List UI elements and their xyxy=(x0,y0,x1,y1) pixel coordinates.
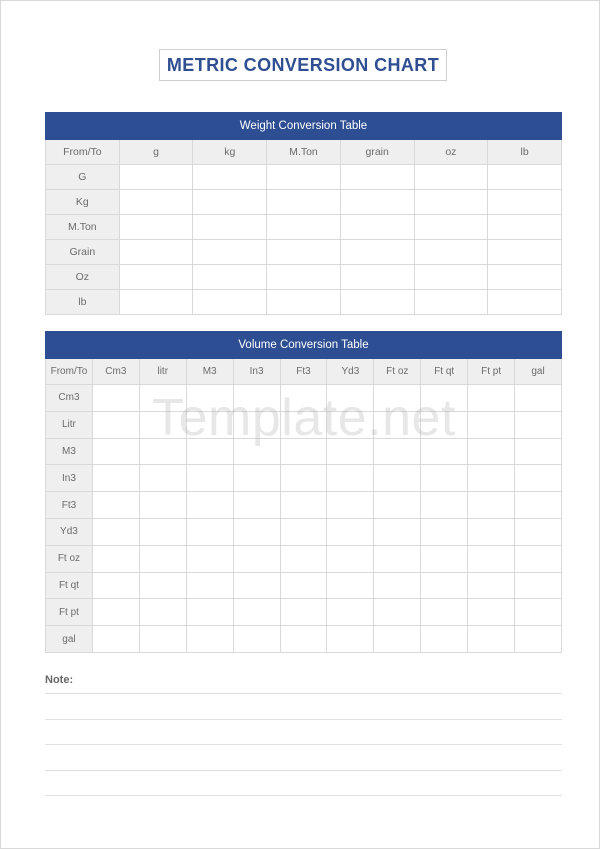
volume-table-row xyxy=(46,545,562,572)
weight-value-cell[interactable] xyxy=(119,290,193,315)
weight-table-row xyxy=(46,190,562,215)
volume-value-cell[interactable] xyxy=(515,411,562,438)
weight-corner-header: From/To xyxy=(46,140,120,165)
weight-value-cell[interactable] xyxy=(414,265,488,290)
volume-value-cell[interactable] xyxy=(186,545,233,572)
volume-column-header: Yd3 xyxy=(327,359,374,385)
volume-value-cell[interactable] xyxy=(327,572,374,599)
weight-value-cell[interactable] xyxy=(193,215,267,240)
volume-value-cell[interactable] xyxy=(186,385,233,412)
volume-table-row xyxy=(46,572,562,599)
volume-value-cell[interactable] xyxy=(92,599,139,626)
volume-value-cell[interactable] xyxy=(92,572,139,599)
volume-column-header: Ft oz xyxy=(374,359,421,385)
volume-value-cell[interactable] xyxy=(233,518,280,545)
volume-value-cell[interactable] xyxy=(468,626,515,653)
volume-value-cell[interactable] xyxy=(421,438,468,465)
weight-table-title: Weight Conversion Table xyxy=(46,113,562,140)
volume-column-header: In3 xyxy=(233,359,280,385)
volume-value-cell[interactable] xyxy=(186,411,233,438)
volume-value-cell[interactable] xyxy=(92,465,139,492)
volume-value-cell[interactable] xyxy=(186,572,233,599)
volume-column-header: Ft qt xyxy=(421,359,468,385)
weight-value-cell[interactable] xyxy=(119,215,193,240)
volume-value-cell[interactable] xyxy=(139,545,186,572)
volume-table-row xyxy=(46,626,562,653)
volume-corner-header: From/To xyxy=(46,359,93,385)
volume-value-cell[interactable] xyxy=(280,545,327,572)
volume-value-cell[interactable] xyxy=(92,545,139,572)
volume-value-cell[interactable] xyxy=(280,492,327,519)
volume-value-cell[interactable] xyxy=(468,385,515,412)
weight-row-header: G xyxy=(46,165,120,190)
volume-value-cell[interactable] xyxy=(327,518,374,545)
volume-value-cell[interactable] xyxy=(515,385,562,412)
weight-table-row xyxy=(46,265,562,290)
weight-column-header-row xyxy=(46,140,562,165)
volume-value-cell[interactable] xyxy=(92,626,139,653)
weight-value-cell[interactable] xyxy=(267,215,341,240)
weight-column-header: oz xyxy=(414,140,488,165)
weight-table-row xyxy=(46,290,562,315)
volume-value-cell[interactable] xyxy=(468,599,515,626)
volume-value-cell[interactable] xyxy=(515,518,562,545)
volume-table-row xyxy=(46,492,562,519)
volume-value-cell[interactable] xyxy=(327,438,374,465)
volume-value-cell[interactable] xyxy=(421,572,468,599)
volume-value-cell[interactable] xyxy=(515,438,562,465)
volume-value-cell[interactable] xyxy=(515,492,562,519)
volume-value-cell[interactable] xyxy=(92,411,139,438)
volume-value-cell[interactable] xyxy=(468,411,515,438)
volume-value-cell[interactable] xyxy=(421,492,468,519)
weight-value-cell[interactable] xyxy=(488,240,562,265)
volume-value-cell[interactable] xyxy=(421,411,468,438)
weight-column-header: lb xyxy=(488,140,562,165)
volume-row-header: Litr xyxy=(46,411,93,438)
weight-value-cell[interactable] xyxy=(267,290,341,315)
weight-value-cell[interactable] xyxy=(267,265,341,290)
volume-value-cell[interactable] xyxy=(327,626,374,653)
weight-table-row xyxy=(46,240,562,265)
volume-value-cell[interactable] xyxy=(327,599,374,626)
volume-value-cell[interactable] xyxy=(233,411,280,438)
volume-row-header: Ft oz xyxy=(46,545,93,572)
volume-value-cell[interactable] xyxy=(421,626,468,653)
weight-row-header: lb xyxy=(46,290,120,315)
volume-row-header: Ft3 xyxy=(46,492,93,519)
volume-value-cell[interactable] xyxy=(374,438,421,465)
volume-value-cell[interactable] xyxy=(139,465,186,492)
volume-value-cell[interactable] xyxy=(139,518,186,545)
volume-table-body xyxy=(46,385,562,653)
volume-value-cell[interactable] xyxy=(374,411,421,438)
volume-value-cell[interactable] xyxy=(421,385,468,412)
volume-value-cell[interactable] xyxy=(468,518,515,545)
volume-table-row xyxy=(46,465,562,492)
volume-value-cell[interactable] xyxy=(92,438,139,465)
weight-value-cell[interactable] xyxy=(340,265,414,290)
weight-value-cell[interactable] xyxy=(340,215,414,240)
note-line[interactable] xyxy=(45,795,562,796)
volume-row-header: M3 xyxy=(46,438,93,465)
weight-conversion-table xyxy=(45,112,562,315)
volume-value-cell[interactable] xyxy=(92,385,139,412)
weight-column-header: M.Ton xyxy=(267,140,341,165)
weight-value-cell[interactable] xyxy=(119,240,193,265)
weight-value-cell[interactable] xyxy=(193,240,267,265)
volume-value-cell[interactable] xyxy=(421,465,468,492)
note-label: Note: xyxy=(45,674,74,686)
volume-value-cell[interactable] xyxy=(92,518,139,545)
volume-value-cell[interactable] xyxy=(186,438,233,465)
volume-value-cell[interactable] xyxy=(327,385,374,412)
weight-value-cell[interactable] xyxy=(119,190,193,215)
volume-value-cell[interactable] xyxy=(280,411,327,438)
volume-value-cell[interactable] xyxy=(515,626,562,653)
volume-column-header: Ft3 xyxy=(280,359,327,385)
volume-value-cell[interactable] xyxy=(374,385,421,412)
weight-value-cell[interactable] xyxy=(193,290,267,315)
volume-value-cell[interactable] xyxy=(186,518,233,545)
weight-value-cell[interactable] xyxy=(119,265,193,290)
volume-value-cell[interactable] xyxy=(280,385,327,412)
volume-value-cell[interactable] xyxy=(421,545,468,572)
volume-value-cell[interactable] xyxy=(139,411,186,438)
volume-value-cell[interactable] xyxy=(139,492,186,519)
volume-value-cell[interactable] xyxy=(139,599,186,626)
volume-value-cell[interactable] xyxy=(327,492,374,519)
volume-value-cell[interactable] xyxy=(186,492,233,519)
weight-column-header: kg xyxy=(193,140,267,165)
volume-value-cell[interactable] xyxy=(280,438,327,465)
volume-value-cell[interactable] xyxy=(327,465,374,492)
weight-value-cell[interactable] xyxy=(488,290,562,315)
volume-row-header: Cm3 xyxy=(46,385,93,412)
weight-value-cell[interactable] xyxy=(340,290,414,315)
volume-value-cell[interactable] xyxy=(280,626,327,653)
weight-table-row xyxy=(46,165,562,190)
weight-row-header: Grain xyxy=(46,240,120,265)
volume-row-header: In3 xyxy=(46,465,93,492)
volume-row-header: Ft pt xyxy=(46,599,93,626)
weight-value-cell[interactable] xyxy=(414,290,488,315)
volume-value-cell[interactable] xyxy=(280,518,327,545)
weight-value-cell[interactable] xyxy=(488,165,562,190)
volume-value-cell[interactable] xyxy=(233,626,280,653)
volume-value-cell[interactable] xyxy=(280,465,327,492)
weight-value-cell[interactable] xyxy=(488,265,562,290)
weight-table-row xyxy=(46,215,562,240)
volume-column-header: Ft pt xyxy=(468,359,515,385)
volume-row-header: gal xyxy=(46,626,93,653)
volume-column-header: litr xyxy=(139,359,186,385)
volume-column-header: M3 xyxy=(186,359,233,385)
volume-value-cell[interactable] xyxy=(374,545,421,572)
note-line[interactable] xyxy=(45,693,562,694)
volume-value-cell[interactable] xyxy=(139,626,186,653)
volume-value-cell[interactable] xyxy=(233,438,280,465)
volume-value-cell[interactable] xyxy=(186,626,233,653)
volume-table-row xyxy=(46,599,562,626)
weight-value-cell[interactable] xyxy=(414,165,488,190)
volume-value-cell[interactable] xyxy=(327,545,374,572)
weight-value-cell[interactable] xyxy=(414,240,488,265)
volume-conversion-table xyxy=(45,331,562,653)
weight-value-cell[interactable] xyxy=(193,190,267,215)
weight-value-cell[interactable] xyxy=(267,190,341,215)
volume-value-cell[interactable] xyxy=(468,438,515,465)
volume-column-header: Cm3 xyxy=(92,359,139,385)
volume-value-cell[interactable] xyxy=(233,599,280,626)
weight-column-header: g xyxy=(119,140,193,165)
watermark: Template.net xyxy=(152,389,456,447)
volume-value-cell[interactable] xyxy=(421,599,468,626)
volume-value-cell[interactable] xyxy=(233,465,280,492)
volume-value-cell[interactable] xyxy=(374,626,421,653)
weight-value-cell[interactable] xyxy=(340,190,414,215)
volume-value-cell[interactable] xyxy=(233,385,280,412)
weight-value-cell[interactable] xyxy=(414,215,488,240)
volume-value-cell[interactable] xyxy=(233,545,280,572)
volume-value-cell[interactable] xyxy=(374,465,421,492)
weight-value-cell[interactable] xyxy=(340,240,414,265)
weight-row-header: Oz xyxy=(46,265,120,290)
volume-table-title: Volume Conversion Table xyxy=(46,332,562,359)
volume-value-cell[interactable] xyxy=(421,518,468,545)
volume-value-cell[interactable] xyxy=(186,599,233,626)
weight-value-cell[interactable] xyxy=(267,165,341,190)
volume-value-cell[interactable] xyxy=(515,465,562,492)
note-line[interactable] xyxy=(45,770,562,771)
volume-value-cell[interactable] xyxy=(374,572,421,599)
volume-value-cell[interactable] xyxy=(139,572,186,599)
volume-column-header: gal xyxy=(515,359,562,385)
volume-table-row xyxy=(46,411,562,438)
weight-value-cell[interactable] xyxy=(340,165,414,190)
volume-row-header: Yd3 xyxy=(46,518,93,545)
volume-value-cell[interactable] xyxy=(139,385,186,412)
weight-value-cell[interactable] xyxy=(193,165,267,190)
weight-table-body xyxy=(46,165,562,315)
weight-value-cell[interactable] xyxy=(193,265,267,290)
volume-value-cell[interactable] xyxy=(327,411,374,438)
volume-value-cell[interactable] xyxy=(374,492,421,519)
volume-row-header: Ft qt xyxy=(46,572,93,599)
volume-value-cell[interactable] xyxy=(468,545,515,572)
volume-value-cell[interactable] xyxy=(515,599,562,626)
volume-value-cell[interactable] xyxy=(280,572,327,599)
note-line[interactable] xyxy=(45,719,562,720)
volume-value-cell[interactable] xyxy=(233,572,280,599)
volume-table-row xyxy=(46,438,562,465)
weight-row-header: M.Ton xyxy=(46,215,120,240)
weight-value-cell[interactable] xyxy=(414,190,488,215)
volume-table-row xyxy=(46,385,562,412)
weight-row-header: Kg xyxy=(46,190,120,215)
volume-value-cell[interactable] xyxy=(468,492,515,519)
volume-value-cell[interactable] xyxy=(468,572,515,599)
volume-value-cell[interactable] xyxy=(280,599,327,626)
volume-value-cell[interactable] xyxy=(92,492,139,519)
weight-value-cell[interactable] xyxy=(119,165,193,190)
weight-value-cell[interactable] xyxy=(488,190,562,215)
note-line[interactable] xyxy=(45,744,562,745)
volume-value-cell[interactable] xyxy=(233,492,280,519)
volume-value-cell[interactable] xyxy=(186,465,233,492)
page-title: METRIC CONVERSION CHART xyxy=(159,49,447,81)
weight-value-cell[interactable] xyxy=(267,240,341,265)
volume-value-cell[interactable] xyxy=(139,438,186,465)
volume-value-cell[interactable] xyxy=(374,599,421,626)
weight-column-header: grain xyxy=(340,140,414,165)
weight-value-cell[interactable] xyxy=(488,215,562,240)
volume-value-cell[interactable] xyxy=(515,572,562,599)
volume-value-cell[interactable] xyxy=(374,518,421,545)
volume-column-header-row xyxy=(46,359,562,385)
volume-value-cell[interactable] xyxy=(515,545,562,572)
volume-table-row xyxy=(46,518,562,545)
volume-value-cell[interactable] xyxy=(468,465,515,492)
